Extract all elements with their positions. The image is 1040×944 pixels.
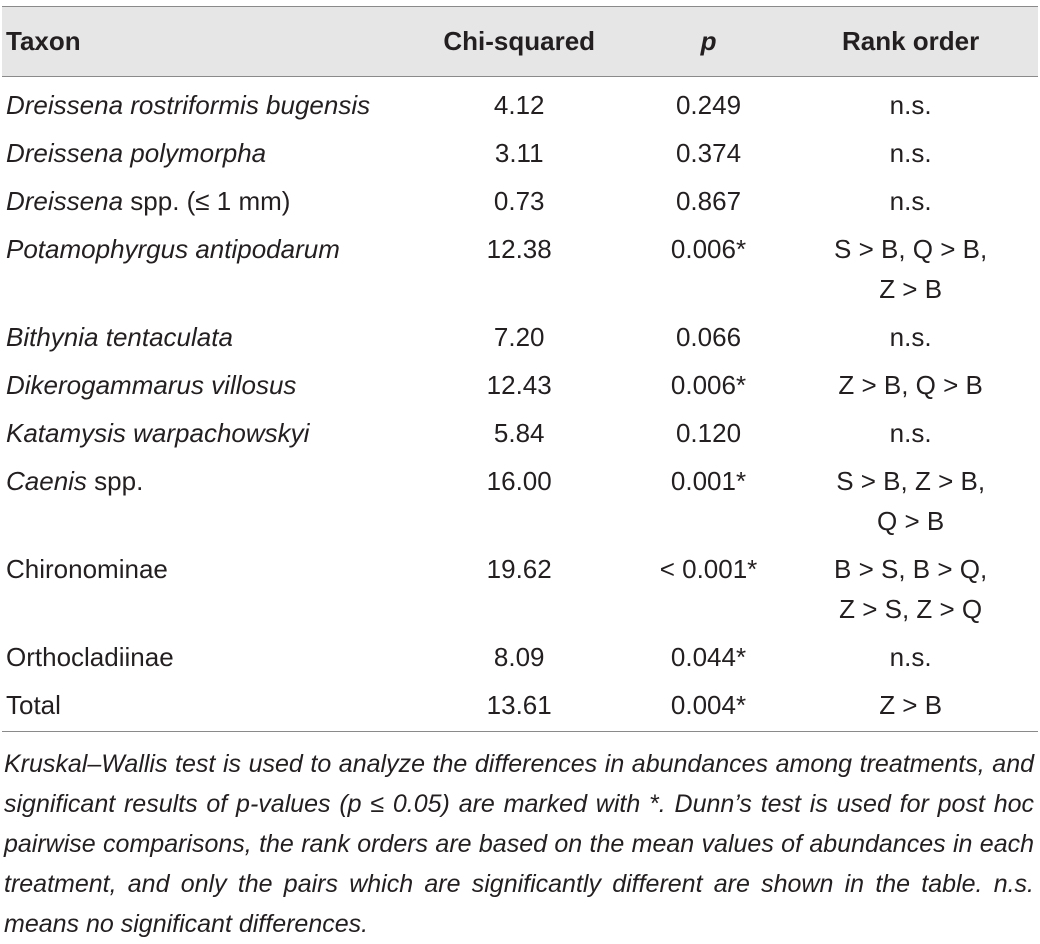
rank-order-line: Z > B, Q > B [838, 370, 983, 400]
taxon-italic-name: Bithynia tentaculata [6, 322, 233, 352]
table-row [2, 357, 1038, 405]
taxon-cell [2, 173, 405, 221]
taxon-name-suffix: Orthocladiinae [6, 642, 174, 672]
chi-squared-cell: 8.09 [493, 642, 545, 672]
results-table [2, 6, 1038, 732]
taxon-cell [2, 221, 405, 309]
rank-order-line: S > B, Q > B, [834, 234, 988, 264]
taxon-italic-name: Dreissena polymorpha [6, 138, 267, 168]
taxon-name-suffix: Total [6, 690, 61, 720]
taxon-italic-name: Dreissena rostriformis bugensis [6, 90, 371, 120]
rank-order-line: n.s. [889, 186, 932, 216]
taxon-cell [2, 677, 405, 732]
table-row [2, 629, 1038, 677]
rank-order-line: Q > B [877, 506, 945, 536]
p-value-cell: 0.867 [675, 186, 742, 216]
rank-order-line: Z > S, Z > Q [839, 594, 983, 624]
header-chi-squared: Chi-squared [405, 7, 634, 77]
rank-order-cell [783, 405, 1038, 453]
taxon-italic-name: Dreissena [6, 186, 124, 216]
taxon-cell [2, 453, 405, 541]
table-footnote: Kruskal–Wallis test is used to analyze the differences in abundances among treatments, and significant results of p-values (p ≤ 0.05) are marked with *. Dunn’s test is used for post hoc pairwise comparisons, the rank orders are based on the mean values of abundances in each treatment, and only the pairs which are significantly different are shown in the table. n.s. means no significant differences. [4, 750, 1034, 938]
rank-order-cell [783, 173, 1038, 221]
rank-order-line: S > B, Z > B, [836, 466, 986, 496]
table-row [2, 405, 1038, 453]
table-row [2, 221, 1038, 309]
rank-order-line: n.s. [889, 642, 932, 672]
table-row [2, 677, 1038, 732]
header-taxon: Taxon [2, 7, 405, 77]
p-value-cell: 0.044* [670, 642, 747, 672]
chi-squared-cell: 12.38 [486, 234, 552, 264]
table-row [2, 77, 1038, 126]
table-row [2, 125, 1038, 173]
p-value-cell: 0.001* [670, 466, 747, 496]
p-value-cell: 0.006* [670, 370, 747, 400]
taxon-cell [2, 405, 405, 453]
taxon-italic-name: Dikerogammarus villosus [6, 370, 297, 400]
chi-squared-cell: 12.43 [486, 370, 552, 400]
chi-squared-cell: 5.84 [493, 418, 545, 448]
rank-order-cell [783, 453, 1038, 541]
rank-order-line: n.s. [889, 138, 932, 168]
chi-squared-cell: 0.73 [493, 186, 545, 216]
taxon-italic-name: Potamophyrgus antipodarum [6, 234, 340, 264]
taxon-cell [2, 77, 405, 126]
rank-order-cell [783, 357, 1038, 405]
rank-order-line: n.s. [889, 90, 932, 120]
taxon-name-suffix: Chironominae [6, 554, 168, 584]
p-value-cell: 0.120 [675, 418, 742, 448]
table-row [2, 453, 1038, 541]
rank-order-cell [783, 629, 1038, 677]
chi-squared-cell: 3.11 [494, 138, 544, 168]
header-rank-order: Rank order [783, 7, 1038, 77]
header-p-value: p [634, 7, 783, 77]
p-value-cell: 0.249 [675, 90, 742, 120]
table-row [2, 173, 1038, 221]
rank-order-line: Z > B [879, 690, 943, 720]
table-row [2, 309, 1038, 357]
table-header-row [2, 7, 1038, 77]
taxon-cell [2, 357, 405, 405]
table-row [2, 541, 1038, 629]
chi-squared-cell: 7.20 [493, 322, 545, 352]
taxon-cell [2, 125, 405, 173]
taxon-italic-name: Caenis [6, 466, 87, 496]
p-value-cell: 0.004* [634, 677, 783, 732]
rank-order-line: n.s. [889, 322, 932, 352]
taxon-cell [2, 629, 405, 677]
p-value-cell: < 0.001* [659, 554, 758, 584]
taxon-cell [2, 309, 405, 357]
taxon-italic-name: Katamysis warpachowskyi [6, 418, 310, 448]
taxon-cell [2, 541, 405, 629]
rank-order-cell [783, 77, 1038, 126]
chi-squared-cell: 19.62 [486, 554, 552, 584]
rank-order-cell [783, 309, 1038, 357]
p-value-cell: 0.374 [675, 138, 742, 168]
chi-squared-cell: 16.00 [486, 466, 552, 496]
table-body [2, 77, 1038, 732]
p-value-cell: 0.066 [675, 322, 742, 352]
taxon-name-suffix: spp. [86, 466, 144, 496]
rank-order-cell [783, 677, 1038, 732]
rank-order-line: Z > B [879, 274, 943, 304]
chi-squared-cell: 13.61 [405, 677, 634, 732]
rank-order-cell [783, 221, 1038, 309]
rank-order-cell [783, 541, 1038, 629]
p-value-cell: 0.006* [670, 234, 747, 264]
rank-order-cell [783, 125, 1038, 173]
chi-squared-cell: 4.12 [493, 90, 545, 120]
results-table-container [0, 6, 1040, 732]
taxon-name-suffix: spp. (≤ 1 mm) [123, 186, 291, 216]
rank-order-line: n.s. [889, 418, 932, 448]
rank-order-line: B > S, B > Q, [834, 554, 988, 584]
